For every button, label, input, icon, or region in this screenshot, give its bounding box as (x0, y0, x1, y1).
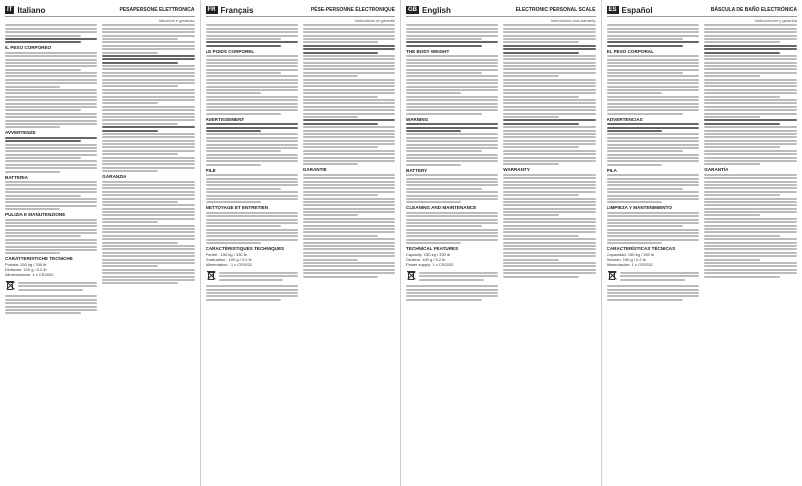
spec-heading: CARATTERISTICHE TECNICHE (5, 256, 73, 262)
panel-spanish (602, 0, 802, 486)
spec-line: Alimentazione: 1 x CR2032 (5, 272, 54, 278)
spec-line: Alimentation : 1 x CR2032 (205, 262, 252, 268)
spec-line: Alimentación: 1 x CR2032 (606, 262, 653, 268)
panel-header (206, 4, 396, 17)
language-code-badge: ES (608, 7, 617, 13)
section-heading: AVERTISSEMENT (205, 116, 245, 122)
spec-line: Portata: 150 kg / 330 lb (5, 262, 47, 268)
section-heading: LE POIDS CORPOREL (205, 48, 255, 54)
language-name: Français (220, 5, 254, 15)
weee-bin-icon (607, 270, 700, 282)
section-heading: PILA (606, 167, 617, 173)
spec-line: Graduation : 100 g / 0.2 lb (205, 257, 252, 263)
language-name: Italiano (17, 5, 46, 15)
spec-heading: CARACTERÍSTICAS TÉCNICAS (606, 246, 676, 252)
spec-line: Divisione: 100 g / 0.2 lb (5, 267, 47, 273)
text-column (704, 23, 797, 478)
spec-heading: TECHNICAL FEATURES (406, 246, 459, 252)
weee-bin-icon (206, 270, 298, 282)
text-column (607, 23, 700, 478)
product-title: PÈSE-PERSONNE ÉLECTRONIQUE (310, 7, 395, 13)
product-subtitle: Instructions et garantie (354, 18, 395, 23)
section-heading: CLEANING AND MAINTENANCE (406, 205, 477, 211)
language-code-badge: IT (7, 7, 13, 13)
text-column (406, 23, 498, 478)
section-heading: ADVERTENCIAS (606, 116, 643, 122)
section-heading: GARANTIE (302, 167, 327, 173)
panel-english (401, 0, 602, 486)
product-title: PESAPERSONE ELETTRONICA (119, 7, 195, 13)
spec-line: Capacity: 150 kg / 330 lb (406, 252, 451, 258)
language-name: Español (621, 5, 653, 15)
text-column (5, 23, 97, 478)
spec-line: División: 100 g / 0.2 lb (606, 257, 646, 263)
section-heading: WARRANTY (503, 167, 530, 173)
weee-bin-icon (5, 280, 97, 292)
panel-header (607, 4, 798, 17)
text-column (503, 23, 595, 478)
section-heading: AVVERTENZE (5, 130, 36, 136)
language-code-badge: FR (207, 7, 216, 13)
spec-heading: CARACTÉRISTIQUES TECHNIQUES (205, 246, 285, 252)
section-heading: THE BODY WEIGHT (406, 48, 450, 54)
weee-bin-icon (406, 270, 498, 282)
product-subtitle: Istruzioni e garanzia (158, 18, 195, 23)
spec-line: Portée : 150 kg / 330 lb (205, 252, 247, 258)
section-heading: LIMPIEZA Y MANTENIMIENTO (606, 205, 672, 211)
panel-header (406, 4, 596, 17)
section-heading: EL PESO CORPORAL (606, 48, 654, 54)
section-heading: IL PESO CORPOREO (5, 45, 52, 51)
product-title: ELECTRONIC PERSONAL SCALE (515, 7, 596, 13)
text-column (206, 23, 298, 478)
section-heading: WARNING (406, 116, 429, 122)
product-title: BÁSCULA DE BAÑO ELECTRÓNICA (710, 7, 797, 13)
spec-line: Capacidad: 150 kg / 330 lb (606, 252, 655, 258)
product-subtitle: Instrucciones y garantía (754, 18, 797, 23)
panel-italian (0, 0, 201, 486)
text-column (303, 23, 395, 478)
spec-line: Division: 100 g / 0.2 lb (406, 257, 446, 263)
spec-line: Power supply: 1 x CR2032 (406, 262, 454, 268)
section-heading: PILE (205, 167, 216, 173)
text-column (102, 23, 194, 478)
product-subtitle: Instructions and warranty (550, 18, 596, 23)
section-heading: NETTOYAGE ET ENTRETIEN (205, 205, 269, 211)
language-code-badge: GB (408, 7, 417, 13)
panel-french (201, 0, 402, 486)
section-heading: BATTERY (406, 167, 428, 173)
panel-header (5, 4, 195, 17)
section-heading: GARANTÍA (704, 167, 729, 173)
section-heading: BATTERIA (5, 174, 28, 180)
language-name: English (422, 5, 451, 15)
section-heading: PULIZIA E MANUTENZIONE (5, 212, 66, 218)
section-heading: GARANZIA (102, 174, 127, 180)
